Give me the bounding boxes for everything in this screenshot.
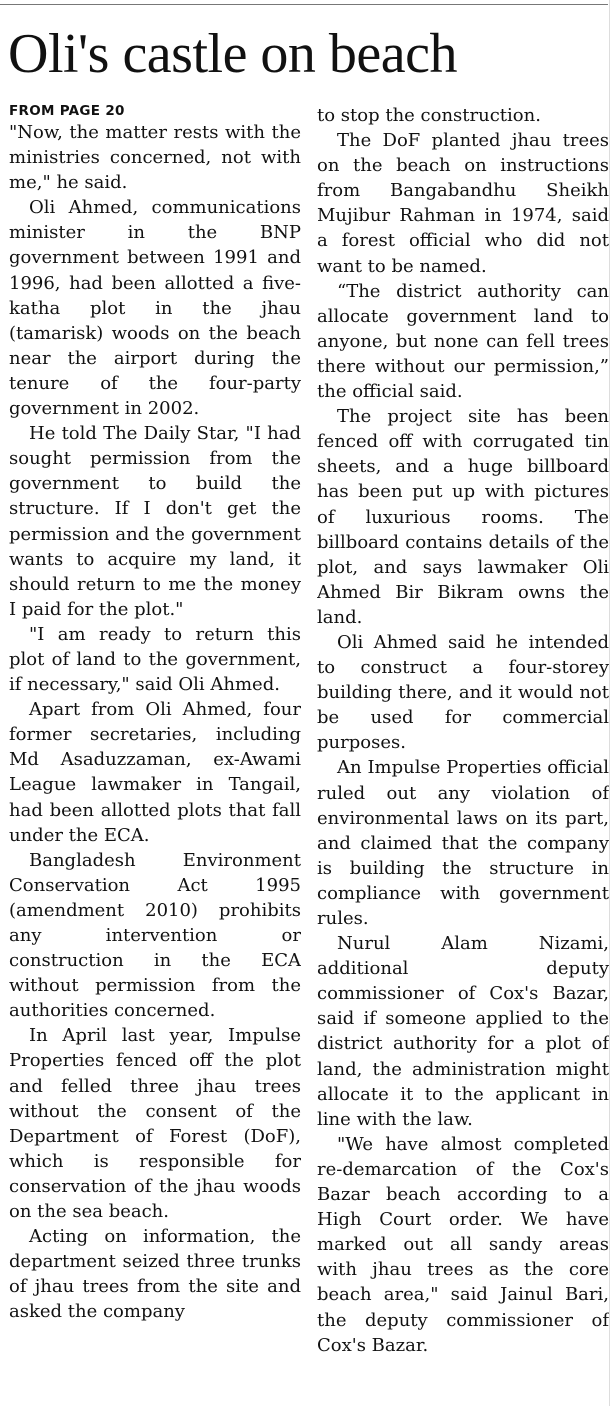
paragraph: “The district authority can allocate government land to anyone, but none can fell trees there without our permission,” the official said. xyxy=(317,280,609,403)
paragraph: "Now, the matter rests with the ministries concerned, not with me," he said. xyxy=(9,122,301,194)
headline: Oli's castle on beach xyxy=(8,23,457,85)
right-column xyxy=(317,103,609,1407)
paragraph: The DoF planted jhau trees on the beach on instructions from Bangabandhu Sheikh Mujibur Rahman in 1974, said a forest official who did not want to be named. xyxy=(317,130,609,277)
paragraph: He told The Daily Star, "I had sought permission from the government to build the structure. If I don't get the permission and the government wants to acquire my land, it should return to me the money I paid for the plot." xyxy=(9,423,301,620)
top-rule xyxy=(0,4,608,5)
continuation-kicker: FROM PAGE 20 xyxy=(9,103,125,119)
paragraph: Oli Ahmed, communications minister in the BNP government between 1991 and 1996, had been allotted a five-katha plot in the jhau (tamarisk) woods on the beach near the airport during the tenure of the four-party government in 2002. xyxy=(9,197,301,420)
paragraph: In April last year, Impulse Properties fenced off the plot and felled three jhau trees without the consent of the Department of Forest (DoF), which is responsible for conservation of the jhau woods on the sea beach. xyxy=(9,1025,301,1223)
paragraph: Bangladesh Environment Conservation Act 1995 (amendment 2010) prohibits any intervention or construction in the ECA without permission from the authorities concerned. xyxy=(9,849,301,1022)
paragraph: The project site has been fenced off with corrugated tin sheets, and a huge billboard has been put up with pictures of luxurious rooms. The billboard contains details of the plot, and says lawmaker Oli Ahmed Bir Bikram owns the land. xyxy=(317,406,609,628)
paragraph: "I am ready to return this plot of land to the government, if necessary," said Oli Ahmed. xyxy=(9,623,301,696)
paragraph: "We have almost completed re-demarcation of the Cox's Bazar beach according to a High Court order. We have marked out all sandy areas with jhau trees as the core beach area," said Jainul Bari, the deputy commissioner of Cox's Bazar. xyxy=(317,1133,609,1356)
paragraph: Apart from Oli Ahmed, four former secretaries, including Md Asaduzzaman, ex-Awami League lawmaker in Tangail, had been allotted plots that fall under the ECA. xyxy=(9,699,301,846)
paragraph: Acting on information, the department seized three trunks of jhau trees from the site and asked the company xyxy=(9,1226,301,1323)
left-column xyxy=(9,102,301,1406)
page-edge xyxy=(609,0,615,1406)
paragraph: An Impulse Properties official ruled out any violation of environmental laws on its part, and claimed that the company is building the structure in compliance with government rules. xyxy=(317,757,609,929)
paragraph: Oli Ahmed said he intended to construct a four-storey building there, and it would not be used for commercial purposes. xyxy=(317,631,609,754)
paragraph: to stop the construction. xyxy=(317,105,541,126)
paragraph: Nurul Alam Nizami, additional deputy commissioner of Cox's Bazar, said if someone applied to the district authority for a plot of land, the administration might allocate it to the applicant in line with the law. xyxy=(317,933,609,1130)
